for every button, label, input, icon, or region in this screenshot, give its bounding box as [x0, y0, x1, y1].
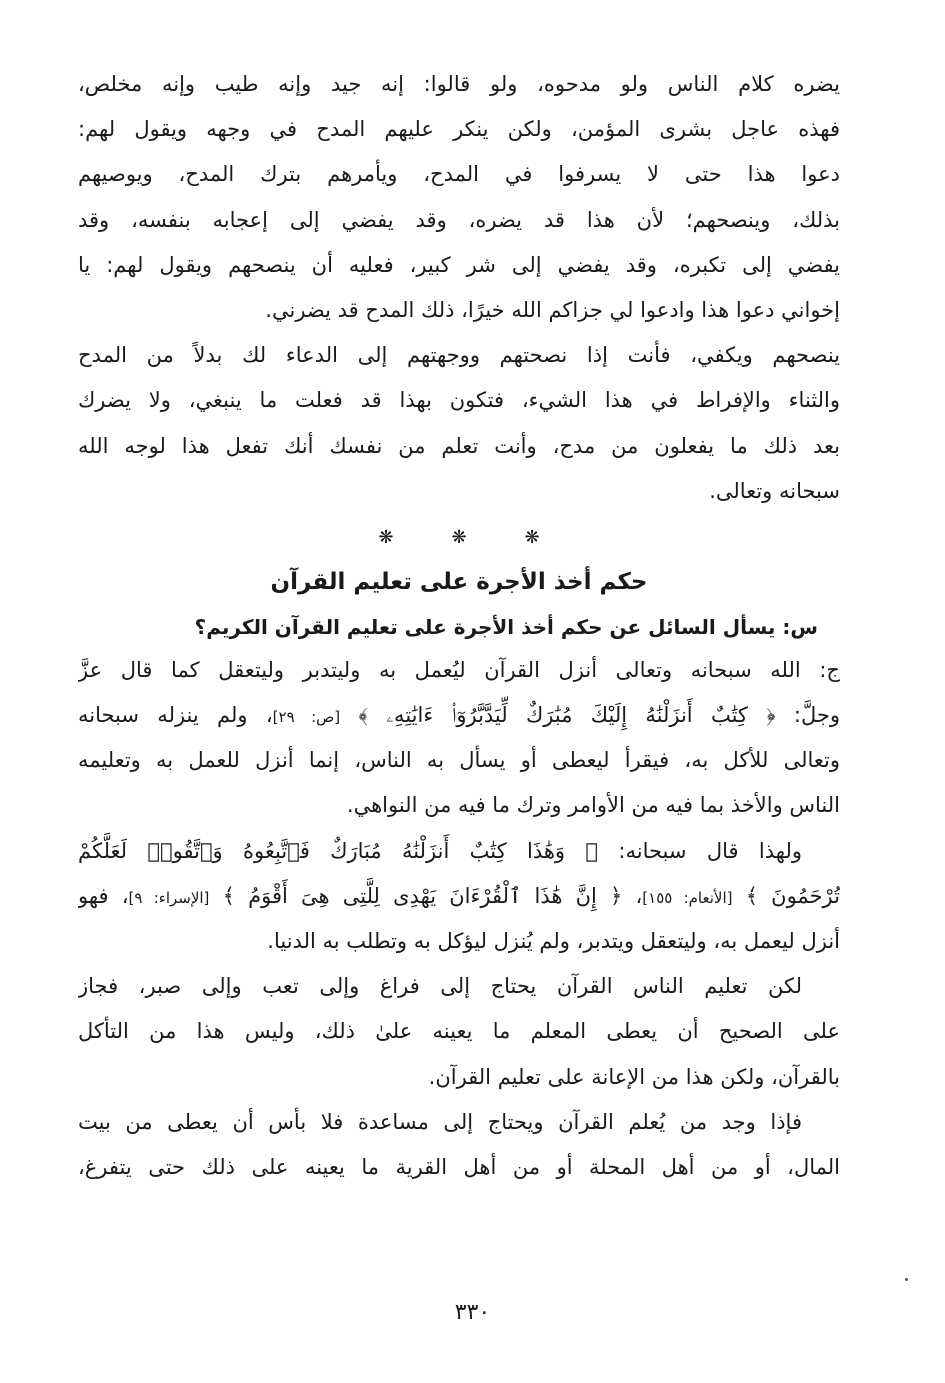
text-line: لكن تعليم الناس القرآن يحتاج إلى فراغ وإلى تعب وإلى صبر، فجاز — [78, 974, 802, 999]
section-heading: حكم أخذ الأجرة على تعليم القرآن — [270, 568, 648, 595]
paragraph-4 — [78, 964, 840, 1100]
text-line: والثناء والإفراط في هذا الشيء، فتكون بهذا قد فعلت ما ينبغي، ولا يضرك — [78, 388, 840, 413]
text-line: فهذه عاجل بشرى المؤمن، ولكن ينكر عليهم المدح في وجهه ويقول لهم: — [78, 117, 840, 142]
answer-paragraph — [78, 648, 840, 829]
page-body — [78, 62, 840, 1190]
text-line: المال، أو من أهل المحلة أو من أهل القرية ما يعينه على ذلك حتى يتفرغ، — [78, 1154, 840, 1179]
question-text: س: يسأل السائل عن حكم أخذ الأجرة على تعليم القرآن الكريم؟ — [194, 614, 818, 639]
asterism-icon: ❋ — [378, 526, 394, 548]
text-line: سبحانه وتعالى. — [709, 478, 840, 503]
text-line: إخواني دعوا هذا وادعوا لي جزاكم الله خيرًا، ذلك المدح قد يضرني. — [265, 297, 840, 322]
text-line: يفضي إلى تكبره، وقد يفضي إلى شر كبير، فعليه أن ينصحهم ويقول لهم: يا — [78, 252, 840, 277]
text-line: فإذا وجد من يُعلم القرآن ويحتاج إلى مساعدة فلا بأس أن يعطى من بيت — [78, 1109, 802, 1134]
text-line: بعد ذلك ما يفعلون من مدح، وأنت تعلم من نفسك أنك تفعل هذا لوجه الله — [78, 433, 840, 458]
text-line — [78, 693, 840, 738]
quran-verse: ﴿ كِتَٰبٌ أَنزَلْنَٰهُ إِلَيْكَ مُبَٰرَكٌ لِّيَدَّبَّرُوٓا۟ ءَايَٰتِهِۦ ﴾ — [358, 703, 776, 728]
verse-reference: [الإسراء: ٩] — [128, 888, 210, 907]
text-line: على الصحيح أن يعطى المعلم ما يعينه علىٰ ذلك، وليس هذا من التأكل — [78, 1019, 840, 1044]
text-fragment: ، — [635, 883, 643, 908]
text-line: دعوا هذا حتى لا يسرفوا في المدح، ويأمرهم بترك المدح، ويوصيهم — [78, 162, 840, 187]
scan-speck — [905, 1278, 908, 1281]
text-fragment: وجلَّ: — [793, 703, 840, 728]
text-line: بذلك، وينصحهم؛ لأن هذا قد يضره، وقد يفضي إلى إعجابه بنفسه، وقد — [78, 207, 840, 232]
paragraph-5 — [78, 1100, 840, 1190]
quran-verse: تُرْحَمُونَ ﴾ — [745, 883, 840, 908]
text-line — [78, 829, 840, 874]
text-line: يضره كلام الناس ولو مدحوه، ولو قالوا: إنه جيد وإنه طيب وإنه مخلص، — [78, 72, 840, 96]
text-line: الناس والأخذ بما فيه من الأوامر وترك ما فيه من النواهي. — [346, 793, 840, 818]
text-fragment: ، ولم ينزله سبحانه — [78, 703, 273, 728]
paragraph-3 — [78, 829, 840, 965]
paragraph-2 — [78, 333, 840, 514]
asterism-icon: ❋ — [524, 526, 540, 548]
text-fragment: ولهذا قال سبحانه: — [618, 838, 802, 863]
text-line: ج: الله سبحانه وتعالى أنزل القرآن ليُعمل به وليتدبر وليتعقل كما قال عزَّ — [78, 657, 840, 682]
text-line: ينصحهم ويكفي، فأنت إذا نصحتهم ووجهتهم إلى الدعاء لك بدلاً من المدح — [78, 343, 840, 368]
text-fragment: ، فهو — [78, 883, 129, 908]
section-separator — [78, 518, 840, 558]
paragraph-1 — [78, 62, 840, 333]
asterism-icon: ❋ — [451, 526, 467, 548]
text-line: وتعالى للأكل به، فيقرأ ليعطى أو يسأل به الناس، إنما أنزل للعمل به وتعليمه — [78, 748, 840, 773]
text-line: بالقرآن، ولكن هذا من الإعانة على تعليم القرآن. — [428, 1064, 840, 1089]
quran-verse: ﴿ إِنَّ هَٰذَا ٱلْقُرْءَانَ يَهْدِى لِلَّتِى هِىَ أَقْوَمُ ﴾ — [222, 883, 623, 908]
page-number: ٣٣٠ — [454, 1300, 491, 1325]
verse-reference: [ص: ٢٩] — [272, 708, 341, 727]
text-line — [78, 874, 840, 919]
verse-reference: [الأنعام: ١٥٥] — [642, 888, 733, 907]
quran-verse: ﴿ وَهَٰذَا كِتَٰبٌ أَنزَلْنَٰهُ مُبَارَكٌ فَٱتَّبِعُوهُ وَٱتَّقُوا۟ لَعَلَّكُمْ — [78, 838, 599, 863]
text-line: أنزل ليعمل به، وليتعقل ويتدبر، ولم يُنزل ليؤكل به وتطلب به الدنيا. — [267, 929, 840, 953]
